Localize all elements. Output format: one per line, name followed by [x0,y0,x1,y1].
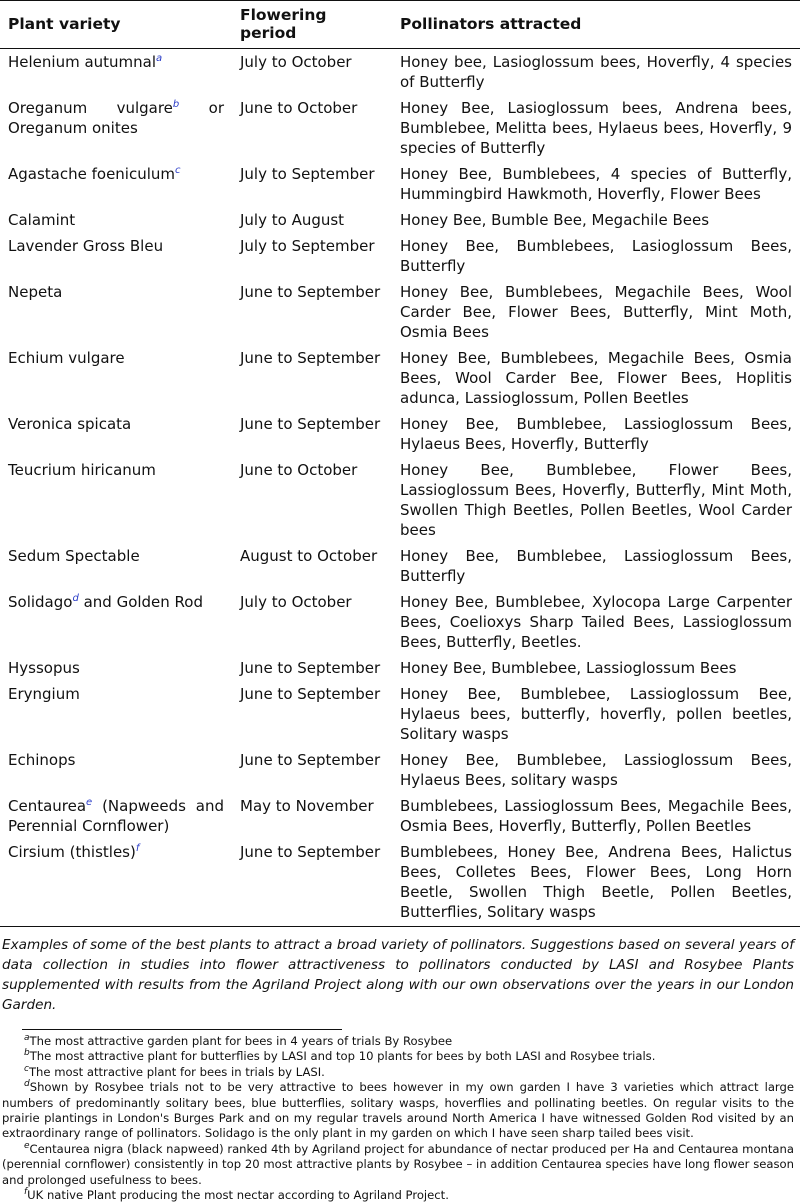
plant-name-continued: or Oreganum onites [8,99,224,137]
pollinators-cell: Honey Bee, Bumblebees, Lasioglossum Bees, Butterfly [400,237,792,275]
footnote-text: Shown by Rosybee trials not to be very attractive to bees however in my own garden I have 3 varieties which attract large numbers of predominantly solitary bees, blue butterflies, solitary wasps, hoverflies and pollinating beetles. On regular visits to the prairie plantings in London's Burges Park and on my regular travels around North America I have witnessed Golden Rod visited by an extraordinary range of pollinators. Solidago is the only plant in my garden on which I have seen sharp tailed bees visit. [2,1080,794,1141]
pollinators-cell: Honey Bee, Bumblebees, Megachile Bees, Wool Carder Bee, Flower Bees, Butterfly, Mint Moth, Osmia Bees [400,283,792,341]
plant-name: Agastache foeniculum [8,165,176,183]
flowering-period-cell: June to September [240,659,381,677]
plant-variety-cell [0,457,232,543]
table-row [0,95,800,161]
plant-variety-cell [0,233,232,279]
footnote-text: The most attractive garden plant for bees in 4 years of trials By Rosybee [29,1034,453,1048]
flowering-period-cell: June to October [240,99,358,117]
plant-name: Hyssopus [8,659,80,677]
table-row [0,207,800,233]
table-row [0,49,800,96]
footnote-mark: a [24,1033,30,1044]
footnote-text: UK native Plant producing the most nectar according to Agriland Project. [27,1188,449,1203]
plant-name: Veronica spicata [8,415,132,433]
plant-variety-cell [0,207,232,233]
flowering-period-cell: June to September [240,751,381,769]
flowering-period-cell: July to September [240,165,375,183]
table-row [0,747,800,793]
plant-variety-cell [0,95,232,161]
footnote-link[interactable]: f [135,843,140,854]
footnote-link[interactable]: b [172,99,180,110]
pollinators-cell: Honey Bee, Bumblebee, Xylocopa Large Carpenter Bees, Coelioxys Sharp Tailed Bees, Lassioglossum Bees, Butterfly, Beetles. [400,593,792,651]
flowering-period-cell: July to October [240,53,352,71]
footnote [2,1034,794,1049]
plant-variety-cell [0,345,232,411]
flowering-period-cell: June to October [240,461,358,479]
footnote [2,1080,794,1142]
footnotes [0,1034,800,1203]
pollinators-cell: Honey Bee, Bumblebees, 4 species of Butterfly, Hummingbird Hawkmoth, Hoverfly, Flower Bees [400,165,792,203]
flowering-period-cell: June to September [232,839,392,927]
footnote-mark: e [24,1140,30,1151]
pollinators-cell: Honey Bee, Bumblebee, Lassioglossum Bees, Hylaeus Bees, Hoverfly, Butterfly [400,415,792,453]
footnote-text: The most attractive plant for butterflies by LASI and top 10 plants for bees by both LASI and Rosybee trials. [29,1049,656,1064]
footnote-text: Centaurea nigra (black napweed) ranked 4th by Agriland project for abundance of nectar produced per Ha and Centaurea montana (perennial cornflower) consistently in top 20 most attractive plants by Rosybee – in addition Centaurea species have long flower season and prolonged usefulness to bees. [2,1141,794,1187]
pollinators-cell: Honey Bee, Bumblebee, Lassioglossum Bee, Hylaeus bees, butterfly, hoverfly, pollen beetles, Solitary wasps [400,685,792,743]
plant-name: Sedum Spectable [8,547,140,565]
flowering-period-cell: June to September [240,349,381,367]
plant-name: Eryngium [8,685,80,703]
footnote-link[interactable]: c [175,165,181,176]
flowering-period-cell: July to September [240,237,375,255]
column-header-period: Flowering period [232,1,392,49]
plant-variety-cell [0,793,232,839]
table-header-row [0,1,800,49]
plant-name: Centaurea [8,797,87,815]
footnote [2,1188,794,1203]
footnote-divider [22,1029,342,1030]
footnote [2,1049,794,1064]
plant-name-continued: and Golden Rod [78,593,204,611]
plant-name: Solidago [8,593,73,611]
plant-variety-cell [0,747,232,793]
footnote-text: The most attractive plant for bees in trials by LASI. [28,1064,325,1079]
table-row [0,793,800,839]
table-row [0,839,800,927]
flowering-period-cell: May to November [240,797,374,815]
table-row [0,681,800,747]
flowering-period-cell: June to September [240,283,381,301]
plant-variety-cell [0,543,232,589]
plant-name: Teucrium hiricanum [8,461,156,479]
table-row [0,589,800,655]
plant-name: Calamint [8,211,76,229]
plant-name: Lavender Gross Bleu [8,237,164,255]
flowering-period-cell: August to October [240,547,378,565]
footnote [2,1065,794,1080]
pollinators-cell: Honey Bee, Bumblebee, Lassioglossum Bees, Hylaeus Bees, solitary wasps [400,751,792,789]
table-row [0,161,800,207]
pollinators-cell: Honey Bee, Bumblebee, Flower Bees, Lassioglossum Bees, Hoverfly, Butterfly, Mint Moth, Swollen Thigh Beetles, Pollen Beetles, Wool Carder bees [400,461,792,539]
pollinators-cell: Honey Bee, Lasioglossum bees, Andrena bees, Bumblebee, Melitta bees, Hylaeus bees, Hoverfly, 9 species of Butterfly [400,99,792,157]
flowering-period-cell: June to September [240,685,381,703]
plant-name: Cirsium (thistles) [8,843,136,861]
footnote-link[interactable]: e [86,797,93,808]
pollinators-cell: Bumblebees, Lassioglossum Bees, Megachile Bees, Osmia Bees, Hoverfly, Butterfly, Pollen Beetles [400,797,792,835]
plant-variety-cell [0,589,232,655]
plant-variety-cell [0,161,232,207]
footnote-link[interactable]: d [72,593,79,604]
plant-name: Oreganum vulgare [8,99,173,117]
table-caption: Examples of some of the best plants to attract a broad variety of pollinators. Suggestions based on several years of data collection in studies into flower attractiveness to pollinators conducted by LASI and Rosybee Plants supplemented with results from the Agriland Project along with our own observations over the years in our London Garden. [2,937,794,1013]
pollinators-cell: Honey Bee, Bumblebees, Megachile Bees, Osmia Bees, Wool Carder Bee, Flower Bees, Hoplitis adunca, Lassioglossum, Pollen Beetles [400,349,792,407]
pollinators-cell: Honey bee, Lasioglossum bees, Hoverfly, 4 species of Butterfly [400,53,792,91]
plant-name: Helenium autumnal [8,53,157,71]
pollinators-cell: Honey Bee, Bumble Bee, Megachile Bees [400,211,710,229]
column-header-pollinators: Pollinators attracted [392,1,800,49]
footnote-mark: c [24,1063,29,1074]
pollinators-cell: Honey Bee, Bumblebee, Lassioglossum Bees, Butterfly [400,547,792,585]
footnote-mark: f [24,1187,28,1198]
table-row [0,233,800,279]
plant-name: Echinops [8,751,76,769]
plant-variety-cell [0,49,232,96]
table-row [0,345,800,411]
plant-name-continued: (Napweeds and Perennial Cornflower) [8,797,224,835]
footnote-link[interactable]: a [156,53,163,64]
table-row [0,411,800,457]
footnote-mark: d [24,1079,30,1090]
plant-variety-cell [0,655,232,681]
plant-name: Echium vulgare [8,349,125,367]
footnote-mark: b [24,1048,30,1059]
table-body [0,49,800,927]
plant-variety-cell [0,411,232,457]
pollinators-cell: Bumblebees, Honey Bee, Andrena Bees, Halictus Bees, Colletes Bees, Flower Bees, Long Horn Beetle, Swollen Thigh Beetle, Pollen Beetles, Butterflies, Solitary wasps [392,839,800,927]
table-row [0,457,800,543]
table-row [0,543,800,589]
flowering-period-cell: July to October [240,593,352,611]
table-row [0,279,800,345]
table-row [0,655,800,681]
plant-name: Nepeta [8,283,63,301]
footnote [2,1142,794,1188]
pollinators-cell: Honey Bee, Bumblebee, Lassioglossum Bees [400,659,737,677]
flowering-period-cell: June to September [240,415,381,433]
plant-variety-cell [0,279,232,345]
plant-variety-cell [0,839,232,927]
plant-variety-cell [0,681,232,747]
column-header-plant: Plant variety [0,1,232,49]
flowering-period-cell: July to August [240,211,345,229]
